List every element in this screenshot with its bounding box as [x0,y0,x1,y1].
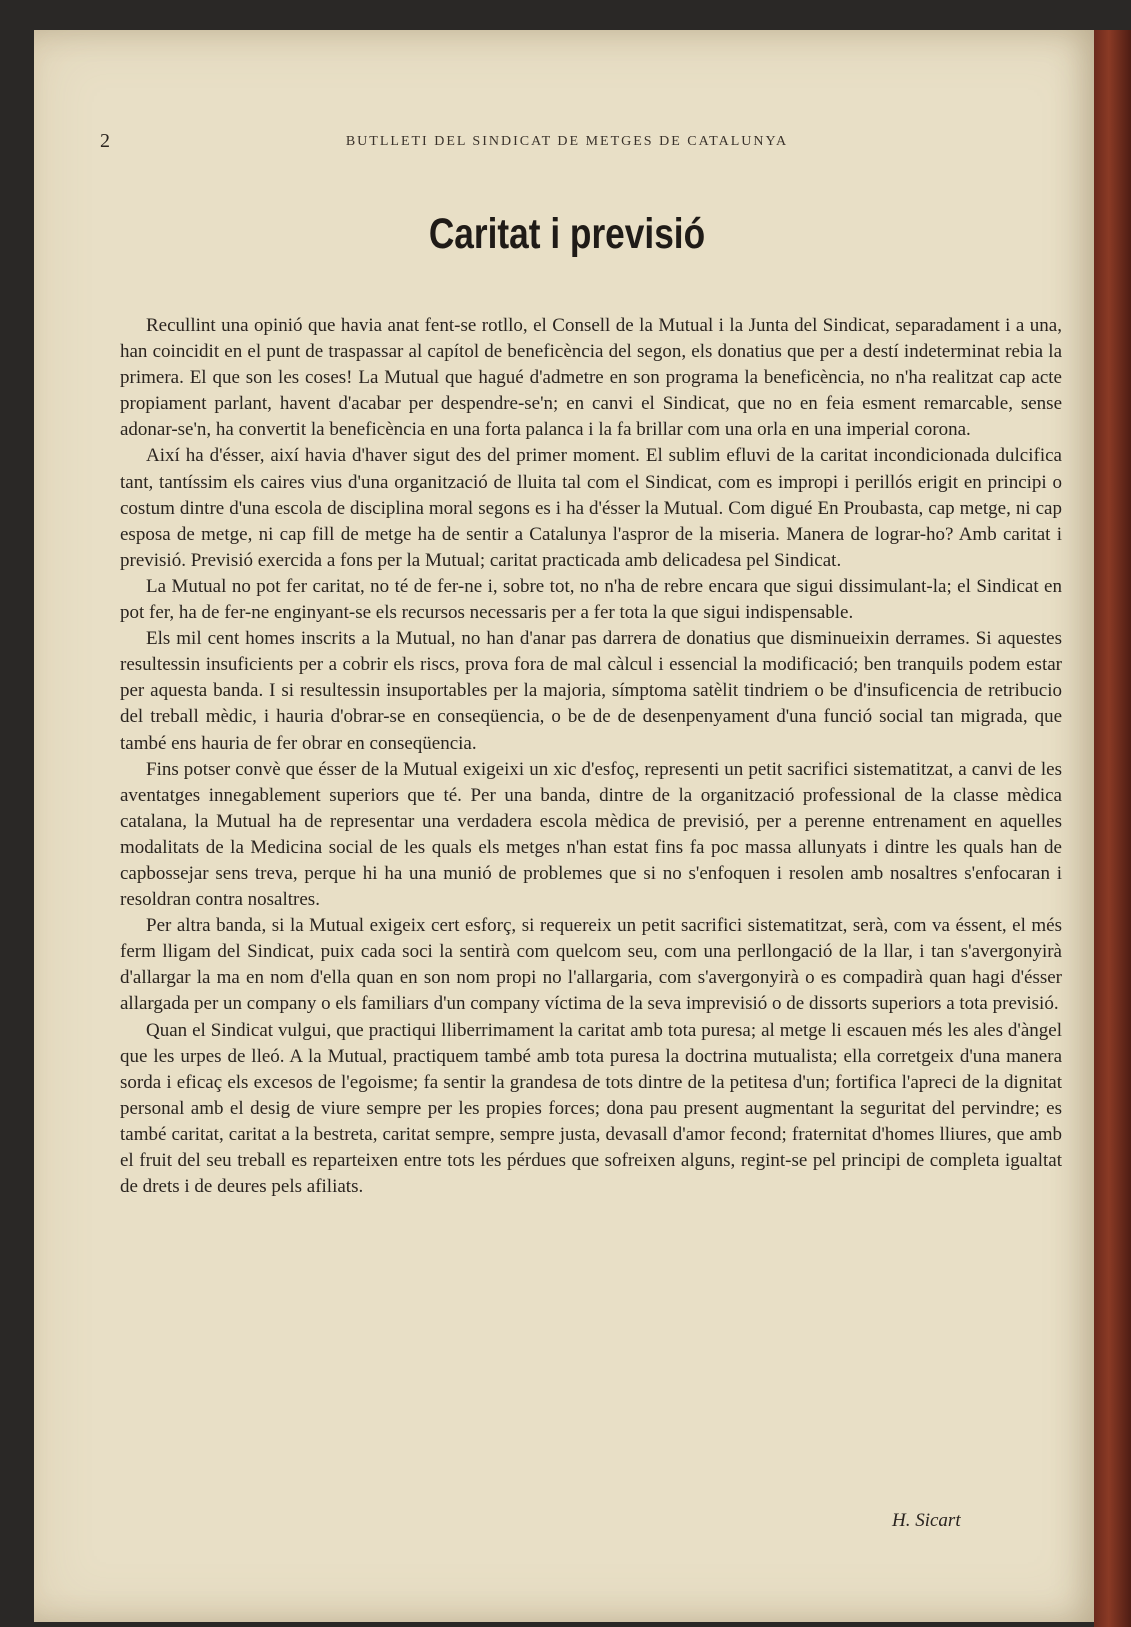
document-page [34,30,1100,1622]
paragraph: Fins potser convè que ésser de la Mutual exigeixi un xic d'esfoç, representi un petit sacrifici sistematitzat, a canvi de les aventatges innegablement superiors que té. Per una banda, dintre de la organització professional de la classe mèdica catalana, la Mutual ha de representar una verdadera escola mèdica de previsió, per a perenne entrenament en aquelles modalitats de la Medicina social de les quals els metges n'han estat fins fa poc massa allunyats i dintre les quals han de capbossejar sens treva, perque hi ha una munió de problemes que si no s'enfoquen i resolen amb nosaltres s'enfocaran i resoldran contra nosaltres. [120,758,1062,911]
paragraph: La Mutual no pot fer caritat, no té de fer-ne i, sobre tot, no n'ha de rebre encara que sigui dissimulant-la; el Sindicat en pot fer, ha de fer-ne enginyant-se els recursos necessaris per a fer tota la que sigui indispensable. [120,575,1062,624]
paragraph: Així ha d'ésser, així havia d'haver sigut des del primer moment. El sublim efluvi de la caritat incondicionada dulcifica tant, tantíssim els caires vius d'una organització de lluita tal com el Sindicat, com es impropi i perillós erigit en principi o costum dintre d'una escola de disciplina moral segons es i ha d'ésser la Mutual. Com digué En Proubasta, cap metge, ni cap esposa de metge, ni cap fill de metge ha de sentir a Catalunya l'aspror de la miseria. Manera de lograr-ho? Amb caritat i previsió. Previsió exercida a fons per la Mutual; caritat practicada amb delicadesa pel Sindicat. [120,445,1062,571]
paragraph: Els mil cent homes inscrits a la Mutual, no han d'anar pas darrera de donatius que disminueixin derrames. Si aquestes resultessin insuficients per a cobrir els riscs, prova fora de mal càlcul i essencial la modificació; ben tranquils podem estar per aquesta banda. I si resultessin insuportables per la majoria, símptoma satèlit tindriem o be d'insuficencia de retribucio del treball mèdic, i hauria d'obrar-se en conseqüencia, o be de de desenpenyament d'una funció social tan migrada, que també ens hauria de fer obrar en conseqüencia. [120,628,1062,754]
article-title: Caritat i previsió [428,210,706,258]
paragraph: Recullint una opinió que havia anat fent-se rotllo, el Consell de la Mutual i la Junta del Sindicat, separadament i a una, han coincidit en el punt de traspassar al capítol de beneficència del segon, els donatius que per a destí indeterminat rebia la primera. El que son les coses! La Mutual que hagué d'admetre en son programa la beneficència, no n'ha realitzat cap acte propiament parlant, havent d'acabar per despendre-se'n; en canvi el Sindicat, que no en feia esment remarcable, sense adonar-se'n, ha convertit la beneficència en una forta palanca i la fa brillar com una orla en una imperial corona. [120,315,1062,441]
book-binding-edge [1094,30,1131,1627]
journal-title: BUTLLETI DEL SINDICAT DE METGES DE CATALUNYA [345,134,789,149]
article-body [120,313,1062,1200]
running-head [34,130,1100,154]
paragraph: Per altra banda, si la Mutual exigeix cert esforç, si requereix un petit sacrifici sistematitzat, serà, com va éssent, el més ferm lligam del Sindicat, puix cada soci la sentirà com quelcom seu, com una perllongació de la llar, i tan s'avergonyirà d'allargar la ma en nom d'ella quan en son nom propi no l'allargaria, com s'avergonyirà o es compadirà quan hagi d'ésser allargada per un company o els familiars d'un company víctima de la seva imprevisió o de dissorts superiors a tota previsió. [120,915,1062,1015]
author-signature: H. Sicart [892,1510,961,1531]
paragraph: Quan el Sindicat vulgui, que practiqui lliberrimament la caritat amb tota puresa; al metge li escauen més les ales d'àngel que les urpes de lleó. A la Mutual, practiquem també amb tota puresa la doctrina mutualista; ella corretgeix d'una manera sorda i eficaç els excesos de l'egoisme; fa sentir la grandesa de tots dintre de la petitesa d'un; fortifica l'apreci de la dignitat personal amb el desig de viure sempre per les propies forces; dona pau present augmentant la seguritat del pervindre; es també caritat, caritat a la bestreta, caritat sempre, sempre justa, devasall d'amor fecond; fraternitat d'homes lliures, que amb el fruit del seu treball es reparteixen entre tots les pérdues que sofreixen alguns, regint-se pel principi de completa igualtat de drets i de deures pels afiliats. [120,1019,1062,1198]
page-number: 2 [100,130,110,152]
